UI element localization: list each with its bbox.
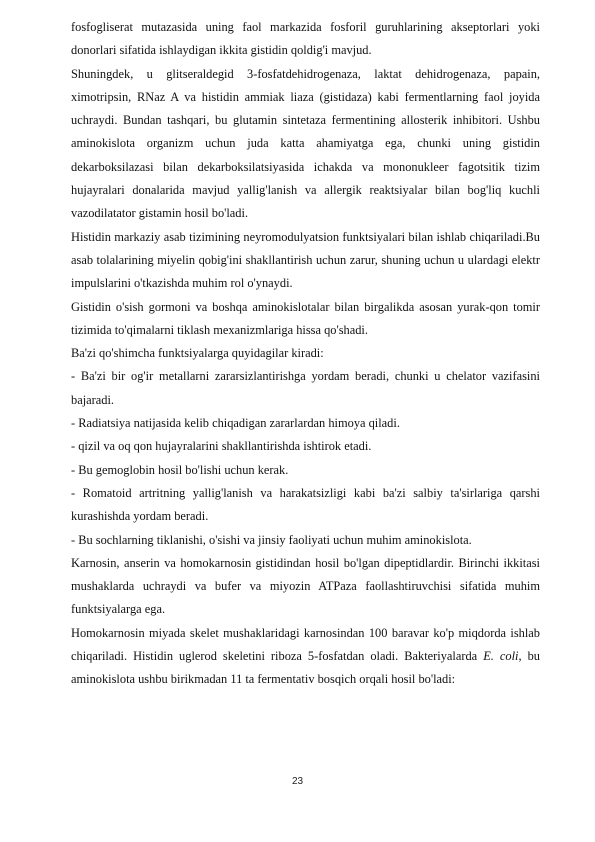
list-item-hemoglobin: - Bu gemoglobin hosil bo'lishi uchun kerak. [71,462,289,477]
paragraph-carnosine: Karnosin, anserin va homokarnosin gistidindan hosil bo'lgan dipeptidlardir. Birinchi ikkitasi mushaklarda uchraydi va bufer va miyozin ATPaza faollashtiruvchisi sifatida muhim funktsiyalarga ega. [71,555,540,617]
species-name-italic: E. coli [483,649,519,664]
paragraph-1: fosfogliserat mutazasida uning faol markazida fosforil guruhlarining akseptorlari yoki donorlari sifatida ishlaydigan ikkita gistidin qoldig'i mavjud. [71,20,540,58]
paragraph-homocarnosine [71,622,540,692]
paragraph-homocarnosine-end: , bu aminokislota ushbu birikmadan 11 ta fermentativ bosqich orqali hosil bo'ladi: [71,649,540,687]
document-page [71,16,540,692]
paragraph-2: Shuningdek, u glitseraldegid 3-fosfatdehidrogenaza, laktat dehidrogenaza, papain, ximotripsin, RNaz A va histidin ammiak liaza (gistidaza) kabi fermentlarning faol joyida uchraydi. Bundan tashqari, bu glutamin sintetaza fermentining allosterik inhibitori. Ushbu aminokislota organizm uchun juda katta ahamiyatga ega, chunki uning gistidin dekarboksilazasi bilan dekarboksilatsiyasida ichakda va mononukleer fagotsitik tizim hujayralari donalarida mavjud yallig'lanish va allergik reaktsiyalar bilan bog'liq kuchli vazodilatator gistamin hosil bo'ladi. [71,66,540,221]
list-item-heavy-metals: - Ba'zi bir og'ir metallarni zararsizlantirishga yordam beradi, chunki u chelator vazifasini bajaradi. [71,369,540,407]
paragraph-homocarnosine-start: Homokarnosin miyada skelet mushaklaridagi karnosindan 100 baravar ko'p miqdorda ishlab chiqariladi. Histidin uglerod skeletini riboza 5-fosfatdan oladi. Bakteriyalarda [71,625,540,664]
list-item-arthritis: - Romatoid artritning yallig'lanish va harakatsizligi kabi ba'zi salbiy ta'sirlariga qarshi kurashishda yordam beradi. [71,485,540,524]
list-item-radiation: - Radiatsiya natijasida kelib chiqadigan zararlardan himoya qiladi. [71,416,400,431]
list-item-hair: - Bu sochlarning tiklanishi, o'sishi va jinsiy faoliyati uchun muhim aminokislota. [71,532,472,547]
page-number: 23 [291,776,304,787]
paragraph-4: Gistidin o'sish gormoni va boshqa aminokislotalar bilan birgalikda asosan yurak-qon tomir tizimida to'qimalarni tiklash mexanizmlariga hissa qo'shadi. [71,299,540,337]
list-item-blood-cells: - qizil va oq qon hujayralarini shakllantirishda ishtirok etadi. [71,439,372,454]
paragraph-5: Ba'zi qo'shimcha funktsiyalarga quyidagilar kiradi: [71,346,324,361]
paragraph-3: Histidin markaziy asab tizimining neyromodulyatsion funktsiyalari bilan ishlab chiqariladi.Bu asab tolalarining miyelin qobig'ini shakllantirish uchun zarur, shuning uchun u ulardagi elektr impulslarini o'tkazishda muhim rol o'ynaydi. [71,229,540,291]
